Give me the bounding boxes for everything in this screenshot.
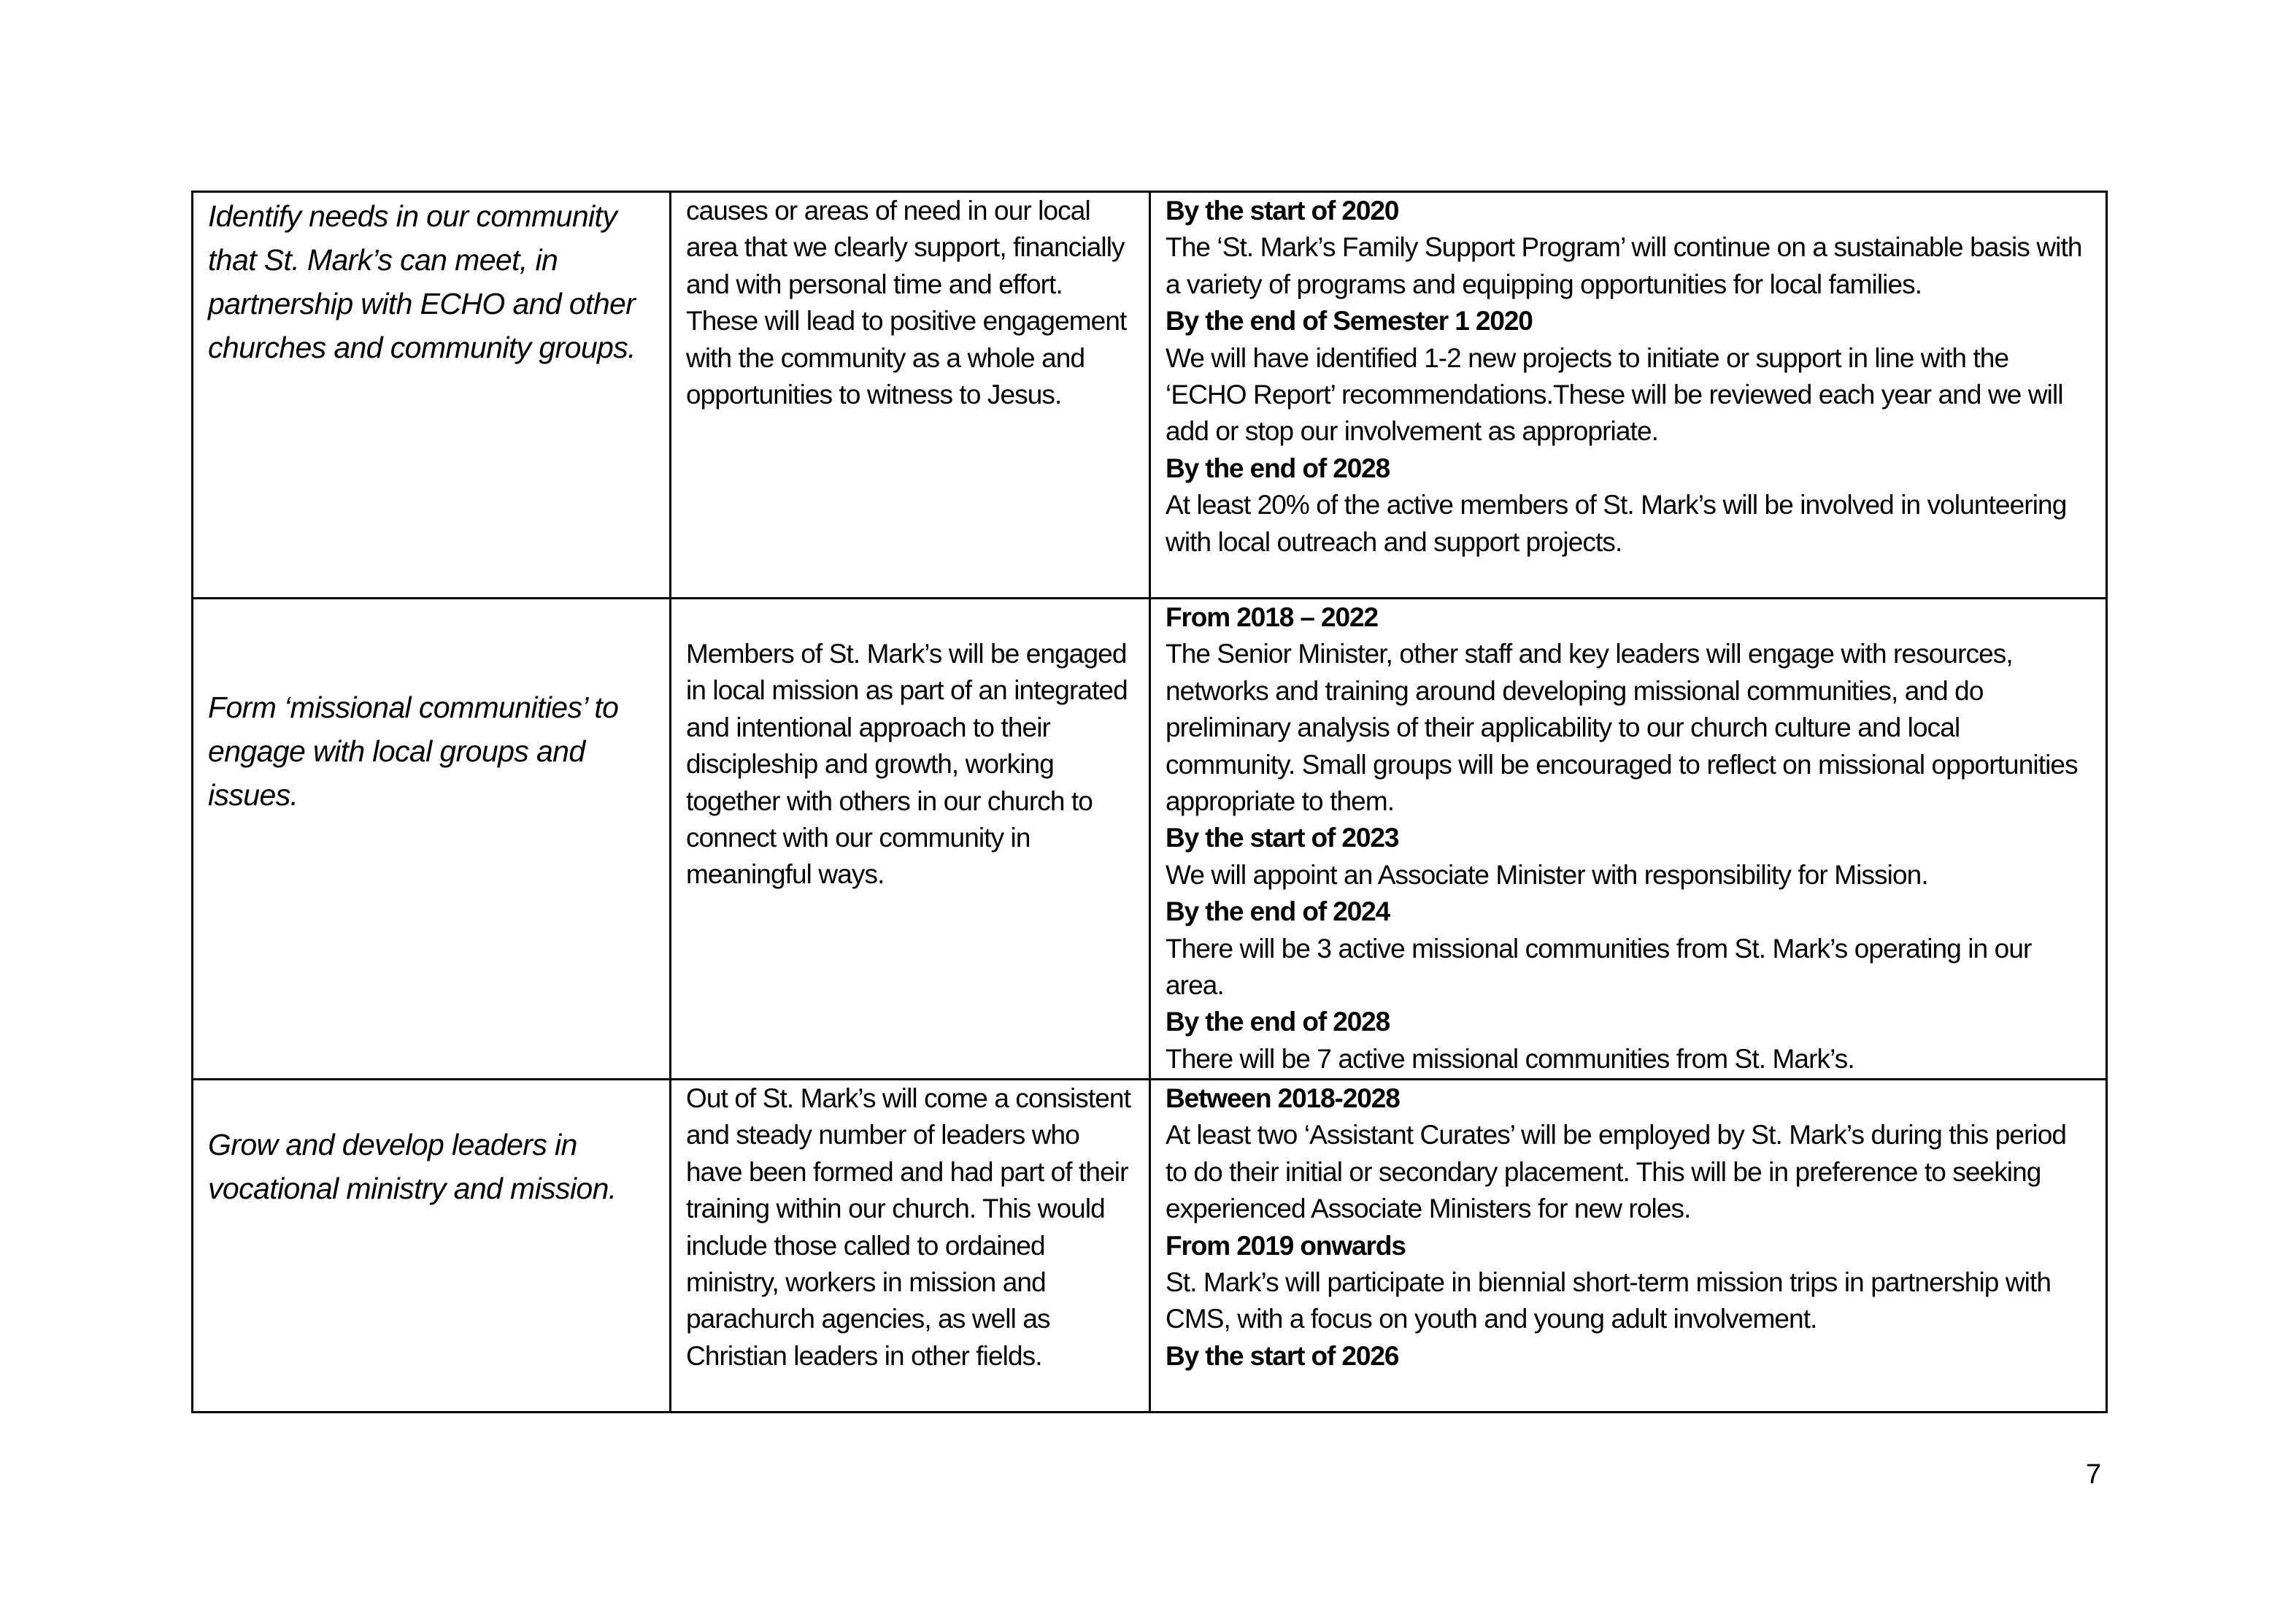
outcome-text: Members of St. Mark’s will be engaged in local mission as part of an integrated and intentional approach to their discipleship and growth, working together with others in our church to connect with our community in meaningful ways. — [686, 639, 1128, 890]
table-row — [193, 192, 2107, 599]
goal-text: Form ‘missional communities’ to engage with local groups and issues. — [208, 691, 619, 812]
outcome-cell — [671, 1080, 1150, 1413]
milestone-body: We will appoint an Associate Minister with responsibility for Mission. — [1166, 859, 1928, 890]
milestone-body: There will be 7 active missional communities from St. Mark’s. — [1166, 1043, 1854, 1074]
milestone-body: We will have identified 1-2 new projects to initiate or support in line with the ‘ECHO Report’ recommendations.These will be reviewed each year and we will add or stop our involvement as appropriate. — [1166, 342, 2063, 447]
milestone-body: The Senior Minister, other staff and key leaders will engage with resources, networks and training around developing missional communities, and do preliminary analysis of their applicability to our church culture and local community. Small groups will be encouraged to reflect on missional opportunities appropriate to them. — [1166, 639, 2078, 817]
milestone-heading: By the start of 2023 — [1166, 823, 1399, 853]
milestone-body: At least 20% of the active members of St. Mark’s will be involved in volunteering with local outreach and support projects. — [1166, 490, 2067, 557]
goal-cell — [193, 192, 671, 599]
milestone-heading: By the end of Semester 1 2020 — [1166, 306, 1533, 337]
outcome-text: Out of St. Mark’s will come a consistent and steady number of leaders who have been formed and had part of their training within our church. This would include those called to ordained ministry, workers in mission and parachurch agencies, as well as Christian leaders in other fields. — [686, 1083, 1130, 1371]
goal-text: Identify needs in our community that St. Mark’s can meet, in partnership with ECHO and other churches and community groups. — [208, 199, 636, 364]
milestone-body: At least two ‘Assistant Curates’ will be employed by St. Mark’s during this period to do their initial or secondary placement. This will be in preference to seeking experienced Associate Ministers for new roles. — [1166, 1120, 2067, 1224]
milestone-heading: By the start of 2026 — [1166, 1340, 1399, 1371]
outcome-text: causes or areas of need in our local area that we clearly support, financially and with personal time and effort. These will lead to positive engagement with the community as a whole and opportunities to witness to Jesus. — [686, 196, 1127, 410]
milestone-heading: By the end of 2028 — [1166, 453, 1390, 483]
milestone-heading: By the end of 2024 — [1166, 896, 1390, 927]
table-row — [193, 1080, 2107, 1413]
page-number: 7 — [2086, 1459, 2102, 1490]
table-row — [193, 599, 2107, 1080]
milestones-cell — [1150, 599, 2107, 1080]
milestone-heading: By the start of 2020 — [1166, 196, 1399, 226]
milestone-body: There will be 3 active missional communities from St. Mark’s operating in our area. — [1166, 933, 2032, 1001]
outcome-cell — [671, 599, 1150, 1080]
outcome-cell — [671, 192, 1150, 599]
goal-cell — [193, 1080, 671, 1413]
strategic-plan-table — [191, 191, 2108, 1413]
goal-text: Grow and develop leaders in vocational ministry and mission. — [208, 1128, 617, 1205]
goal-cell — [193, 599, 671, 1080]
milestones-cell — [1150, 1080, 2107, 1413]
milestone-heading: Between 2018-2028 — [1166, 1083, 1400, 1113]
milestone-body: The ‘St. Mark’s Family Support Program’ will continue on a sustainable basis with a variety of programs and equipping opportunities for local families. — [1166, 232, 2082, 299]
milestone-heading: By the end of 2028 — [1166, 1007, 1390, 1037]
milestone-heading: From 2018 – 2022 — [1166, 602, 1378, 632]
milestone-body: St. Mark’s will participate in biennial short-term mission trips in partnership with CMS, with a focus on youth and young adult involvement. — [1166, 1267, 2052, 1334]
milestone-heading: From 2019 onwards — [1166, 1230, 1406, 1261]
milestones-cell — [1150, 192, 2107, 599]
